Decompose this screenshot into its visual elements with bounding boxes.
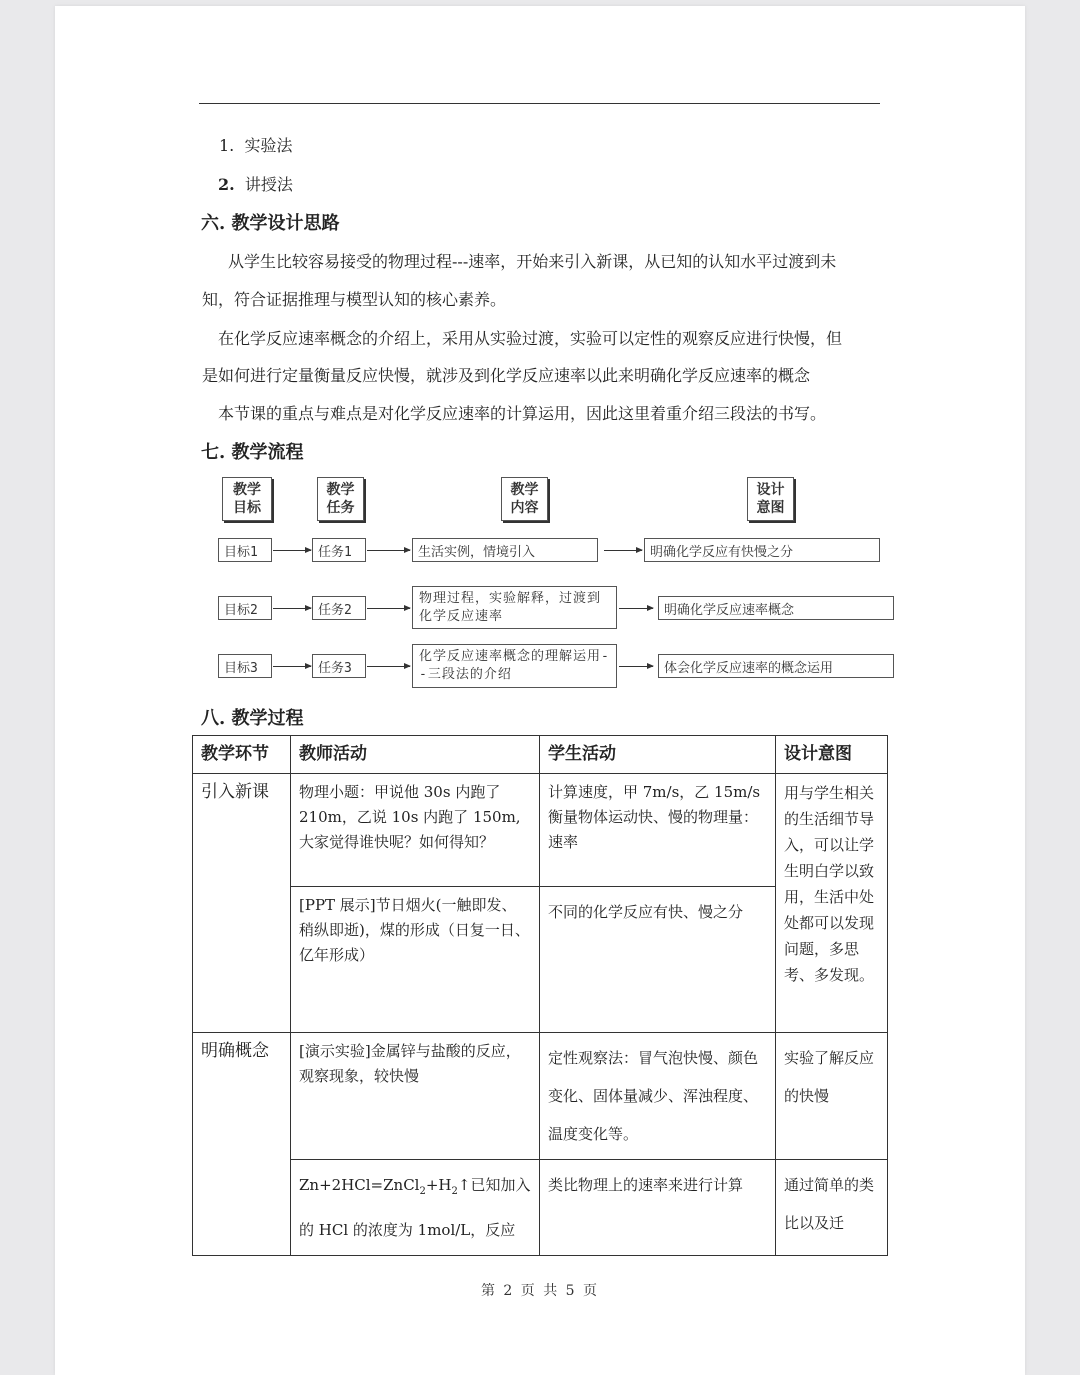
table-row — [193, 1033, 888, 1160]
flow-goal-2: 目标2 — [218, 596, 272, 620]
flow-arrow — [273, 608, 311, 609]
teacher-activity-cell: [演示实验]金属锌与盐酸的反应，观察现象，较快慢 — [291, 1033, 540, 1160]
paragraph-2-line-1: 在化学反应速率概念的介绍上，采用从实验过渡，实验可以定性的观察反应进行快慢，但 — [218, 329, 843, 348]
flow-intent-3: 体会化学反应速率的概念运用 — [658, 654, 894, 678]
document-page — [55, 6, 1025, 1375]
flow-header-task: 教学 任务 — [317, 477, 364, 521]
flow-arrow — [367, 666, 410, 667]
section-7-heading: 七. 教学流程 — [201, 442, 304, 463]
flow-goal-3: 目标3 — [218, 654, 272, 678]
table-row — [193, 774, 888, 887]
column-header-intent: 设计意图 — [776, 736, 888, 774]
column-header-student: 学生活动 — [540, 736, 776, 774]
section-6-heading: 六. 教学设计思路 — [201, 213, 340, 234]
section-8-heading: 八. 教学过程 — [201, 708, 304, 729]
flow-arrow — [273, 550, 311, 551]
method-item-1: 1. 实验法 — [219, 136, 293, 155]
flow-content-3: 化学反应速率概念的理解运用--三段法的介绍 — [412, 644, 617, 688]
header-rule — [199, 103, 880, 104]
paragraph-2-line-2: 是如何进行定量衡量反应快慢，就涉及到化学反应速率以此来明确化学反应速率的概念 — [202, 366, 811, 385]
flow-header-content: 教学 内容 — [501, 477, 548, 521]
flow-content-2: 物理过程，实验解释，过渡到化学反应速率 — [412, 586, 617, 629]
student-activity-cell: 类比物理上的速率来进行计算 — [540, 1160, 776, 1256]
stage-cell: 引入新课 — [193, 774, 291, 1033]
flow-arrow — [367, 550, 410, 551]
flow-content-1: 生活实例，情境引入 — [412, 538, 598, 562]
design-intent-cell: 实验了解反应的快慢 — [776, 1033, 888, 1160]
page-footer: 第 2 页 共 5 页 — [480, 1283, 600, 1299]
flow-intent-1: 明确化学反应有快慢之分 — [644, 538, 880, 562]
teacher-activity-cell: 物理小题：甲说他 30s 内跑了 210m，乙说 10s 内跑了 150m,大家觉得谁快呢？如何得知？ — [291, 774, 540, 887]
table-header-row — [193, 736, 888, 774]
column-header-teacher: 教师活动 — [291, 736, 540, 774]
flow-arrow — [604, 550, 642, 551]
teacher-activity-cell: [PPT 展示]节日烟火(一触即发、稍纵即逝)，煤的形成（日复一日、亿年形成） — [291, 887, 540, 1033]
paragraph-3: 本节课的重点与难点是对化学反应速率的计算运用，因此这里着重介绍三段法的书写。 — [218, 404, 827, 423]
flow-header-goal: 教学 目标 — [222, 477, 272, 521]
column-header-stage: 教学环节 — [193, 736, 291, 774]
flow-task-1: 任务1 — [312, 538, 366, 562]
flow-header-intent: 设计 意图 — [747, 477, 794, 521]
flow-task-3: 任务3 — [312, 654, 366, 678]
table-row — [193, 1160, 888, 1256]
design-intent-cell: 通过简单的类比以及迁 — [776, 1160, 888, 1256]
paragraph-1-line-2: 知，符合证据推理与模型认知的核心素养。 — [202, 290, 507, 309]
student-activity-cell: 定性观察法：冒气泡快慢、颜色变化、固体量减少、浑浊程度、温度变化等。 — [540, 1033, 776, 1160]
flow-arrow — [273, 666, 311, 667]
method-item-2: 2. 讲授法 — [218, 175, 293, 194]
flow-arrow — [619, 666, 653, 667]
teaching-process-table — [192, 735, 888, 1256]
paragraph-1-line-1: 从学生比较容易接受的物理过程---速率，开始来引入新课，从已知的认知水平过渡到未 — [228, 252, 837, 271]
flow-task-2: 任务2 — [312, 596, 366, 620]
flow-arrow — [619, 608, 653, 609]
student-activity-cell: 不同的化学反应有快、慢之分 — [540, 887, 776, 1033]
teacher-activity-cell: $Zn+2HCl=ZnCl_2+H_2↑$已知加入的 HCl 的浓度为 1mol/L，反应 — [291, 1160, 540, 1256]
design-intent-cell: 用与学生相关的生活细节导入，可以让学生明白学以致用，生活中处处都可以发现问题，多思考、多发现。 — [776, 774, 888, 1033]
student-activity-cell: 计算速度，甲 7m/s，乙 15m/s 衡量物体运动快、慢的物理量：速率 — [540, 774, 776, 887]
stage-cell: 明确概念 — [193, 1033, 291, 1256]
flow-goal-1: 目标1 — [218, 538, 272, 562]
flow-arrow — [367, 608, 410, 609]
flow-intent-2: 明确化学反应速率概念 — [658, 596, 894, 620]
